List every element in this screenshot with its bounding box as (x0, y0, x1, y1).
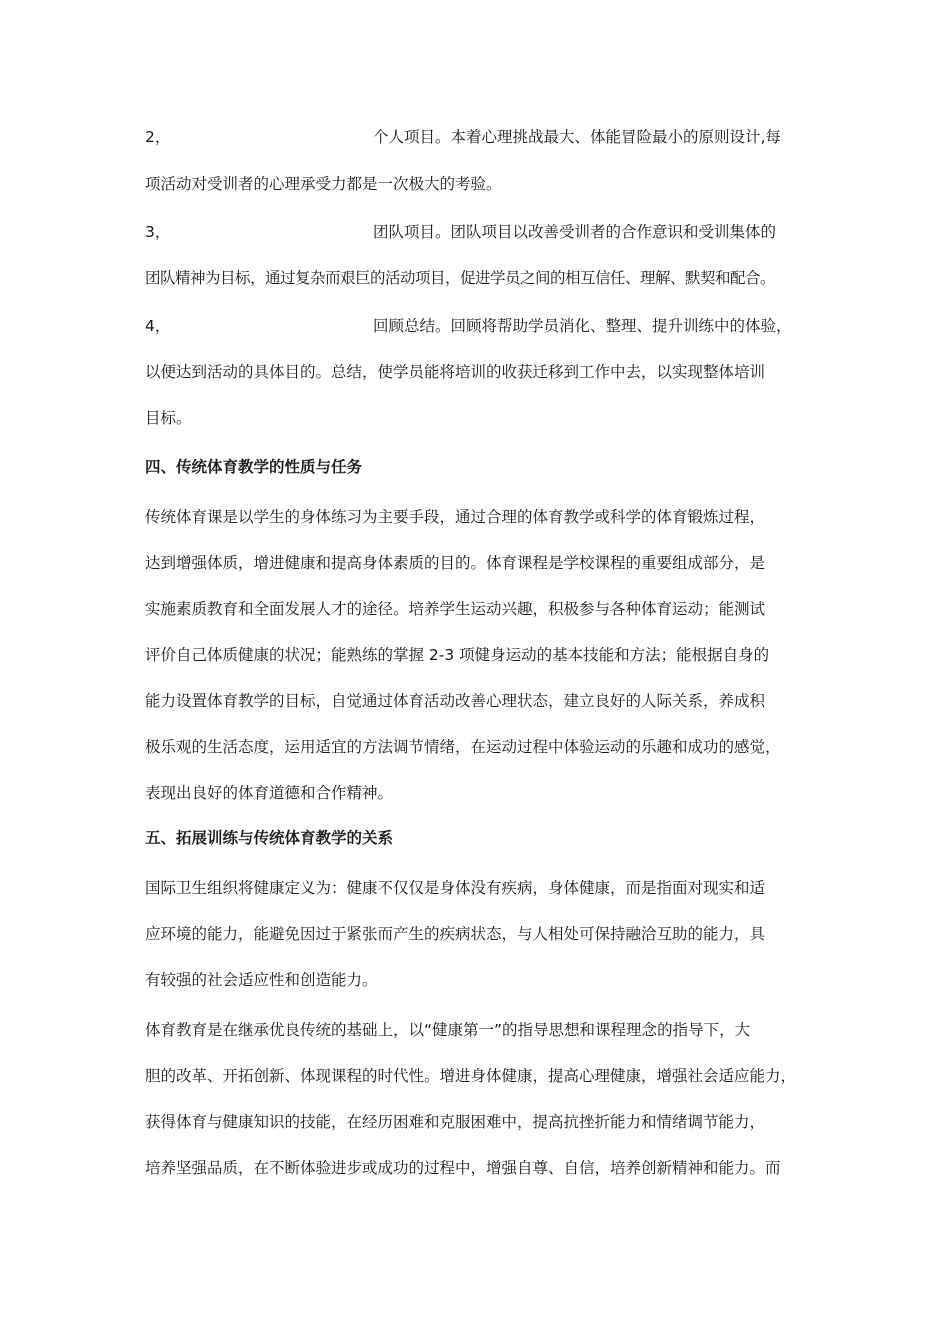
item-text: 回顾总结。回顾将帮助学员消化、整理、提升训练中的体验， (373, 317, 792, 335)
paragraph-line: 评价自己体质健康的状况；能熟练的掌握 2-3 项健身运动的基本技能和方法；能根据自身的 (145, 646, 770, 664)
paragraph-line: 有较强的社会适应性和创造能力。 (145, 971, 378, 989)
item-text: 团队项目。团队项目以改善受训者的合作意识和受训集体的 (373, 223, 777, 241)
paragraph-line: 胆的改革、开拓创新、体现课程的时代性。增进身体健康，提高心理健康，增强社会适应能力， (145, 1067, 797, 1085)
paragraph-line: 国际卫生组织将健康定义为：健康不仅仅是身体没有疾病，身体健康，而是指面对现实和适 (145, 879, 766, 897)
paragraph-line: 表现出良好的体育道德和合作精神。 (145, 784, 394, 802)
paragraph-line: 达到增强体质，增进健康和提高身体素质的目的。体育课程是学校课程的重要组成部分，是 (145, 554, 766, 572)
item-number: 2， (145, 128, 171, 146)
paragraph-line: 培养坚强品质，在不断体验进步或成功的过程中，增强自尊、自信，培养创新精神和能力。而 (145, 1159, 781, 1177)
paragraph-line: 获得体育与健康知识的技能，在经历困难和克服困难中，提高抗挫折能力和情绪调节能力， (145, 1113, 766, 1131)
paragraph-line: 极乐观的生活态度，运用适宜的方法调节情绪，在运动过程中体验运动的乐趣和成功的感觉， (145, 738, 781, 756)
paragraph-line: 目标。 (145, 409, 192, 427)
paragraph-line: 团队精神为目标，通过复杂而艰巨的活动项目，促进学员之间的相互信任、理解、默契和配合。 (145, 269, 776, 287)
section-heading: 四、传统体育教学的性质与任务 (145, 458, 363, 476)
paragraph-line: 应环境的能力，能避免因过于紧张而产生的疾病状态，与人相处可保持融洽互助的能力，具 (145, 925, 766, 943)
item-number: 4， (145, 317, 171, 335)
item-text: 个人项目。本着心理挑战最大、体能冒险最小的原则设计,每 (373, 128, 781, 146)
paragraph-line: 实施素质教育和全面发展人才的途径。培养学生运动兴趣，积极参与各种体育运动；能测试 (145, 600, 766, 618)
paragraph-line: 以便达到活动的具体目的。总结，使学员能将培训的收获迁移到工作中去，以实现整体培训 (145, 363, 766, 381)
item-number: 3， (145, 223, 171, 241)
paragraph-line: 体育教育是在继承优良传统的基础上，以“健康第一”的指导思想和课程理念的指导下，大 (145, 1021, 751, 1039)
section-heading: 五、拓展训练与传统体育教学的关系 (145, 829, 394, 847)
paragraph-line: 能力设置体育教学的目标，自觉通过体育活动改善心理状态，建立良好的人际关系，养成积 (145, 692, 766, 710)
paragraph-line: 传统体育课是以学生的身体练习为主要手段，通过合理的体育教学或科学的体育锻炼过程， (145, 508, 766, 526)
paragraph-line: 项活动对受训者的心理承受力都是一次极大的考验。 (145, 175, 502, 193)
